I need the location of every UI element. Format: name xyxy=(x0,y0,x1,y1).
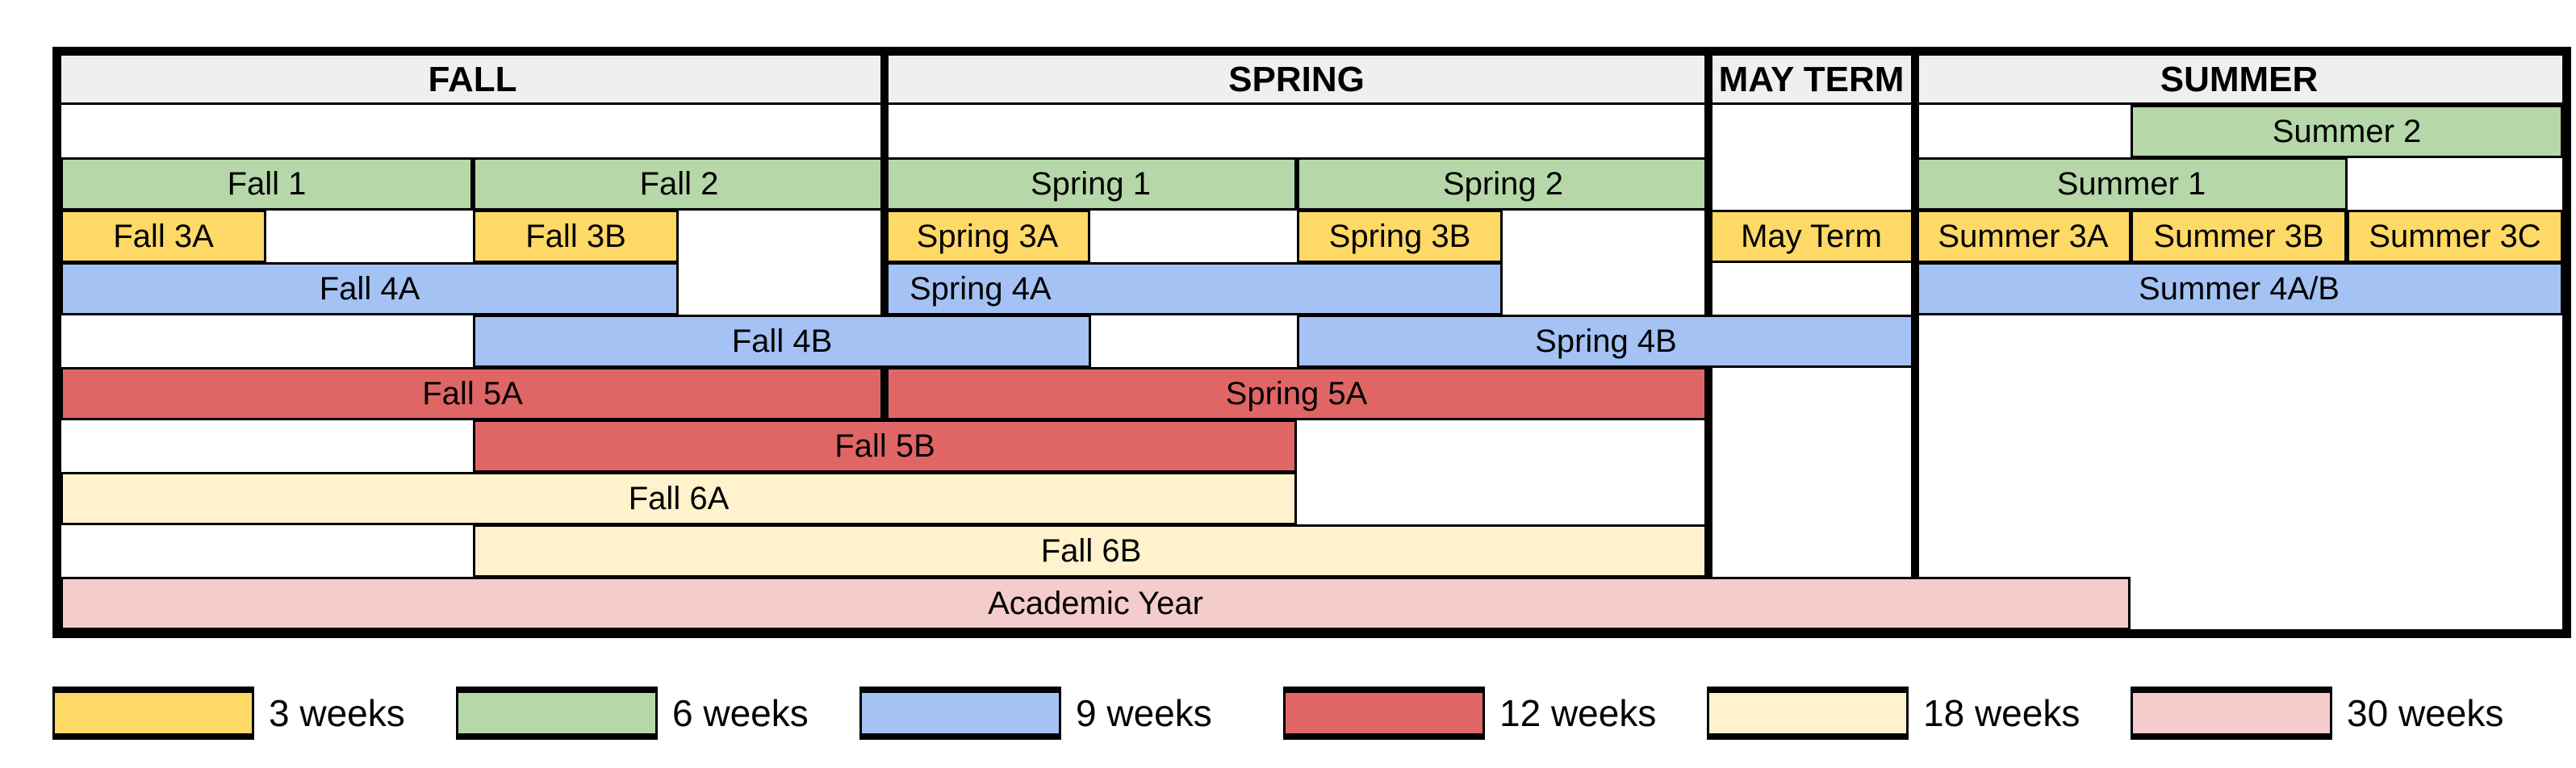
legend-swatch-pink xyxy=(2131,687,2332,740)
bar-fall-5b: Fall 5B xyxy=(473,419,1297,473)
bar-fall-3a: Fall 3A xyxy=(61,210,266,263)
bar-fall-4a: Fall 4A xyxy=(61,262,679,315)
bar-summer-4a-b: Summer 4A/B xyxy=(1915,262,2563,315)
bar-summer-1: Summer 1 xyxy=(1915,157,2348,211)
column-separator-week-27-seg0 xyxy=(1911,55,1919,577)
bar-spring-3b: Spring 3B xyxy=(1297,210,1503,263)
column-separator-week-24-seg1 xyxy=(1704,367,1712,577)
header-summer: SUMMER xyxy=(1915,55,2563,105)
bar-summer-3c: Summer 3C xyxy=(2347,210,2563,263)
bar-spring-4b: Spring 4B xyxy=(1297,315,1915,368)
legend-swatch-cream xyxy=(1707,687,1909,740)
bar-summer-3a: Summer 3A xyxy=(1915,210,2131,263)
bar-spring-2: Spring 2 xyxy=(1297,157,1709,211)
legend-swatch-red xyxy=(1283,687,1485,740)
legend-item-18-weeks xyxy=(1707,687,2080,740)
bar-academic-year: Academic Year xyxy=(61,577,2131,630)
bar-fall-5a: Fall 5A xyxy=(61,367,884,420)
bar-fall-4b: Fall 4B xyxy=(473,315,1091,368)
header-fall: FALL xyxy=(61,55,884,105)
bar-spring-5a: Spring 5A xyxy=(884,367,1708,420)
column-separator-week-24-seg0 xyxy=(1704,55,1712,315)
legend-label-30-weeks: 30 weeks xyxy=(2347,692,2504,734)
legend-swatch-green xyxy=(456,687,658,740)
bar-fall-2: Fall 2 xyxy=(473,157,885,211)
bar-spring-3a: Spring 3A xyxy=(884,210,1090,263)
bar-spring-4a: Spring 4A xyxy=(884,262,1503,315)
legend-label-9-weeks: 9 weeks xyxy=(1076,692,1212,734)
legend-swatch-yellow xyxy=(52,687,254,740)
bar-summer-2: Summer 2 xyxy=(2131,105,2563,158)
bar-summer-3b: Summer 3B xyxy=(2131,210,2347,263)
header-may-term: MAY TERM xyxy=(1708,55,1914,105)
legend-item-30-weeks xyxy=(2131,687,2503,740)
column-separator-week-12-seg0 xyxy=(880,55,889,315)
legend-label-6-weeks: 6 weeks xyxy=(672,692,809,734)
header-spring: SPRING xyxy=(884,55,1708,105)
legend-item-6-weeks xyxy=(456,687,809,740)
legend-label-3-weeks: 3 weeks xyxy=(269,692,405,734)
legend-item-3-weeks xyxy=(52,687,405,740)
bar-fall-1: Fall 1 xyxy=(61,157,473,211)
bar-fall-3b: Fall 3B xyxy=(473,210,679,263)
bar-may-term: May Term xyxy=(1708,210,1914,263)
header-bottom-border xyxy=(61,102,2563,105)
legend-label-18-weeks: 18 weeks xyxy=(1923,692,2080,734)
legend-label-12-weeks: 12 weeks xyxy=(1499,692,1657,734)
legend-item-12-weeks xyxy=(1283,687,1656,740)
bar-fall-6a: Fall 6A xyxy=(61,472,1297,525)
bar-fall-6b: Fall 6B xyxy=(473,524,1709,578)
legend-item-9-weeks xyxy=(859,687,1212,740)
bar-spring-1: Spring 1 xyxy=(884,157,1297,211)
column-separator-week-12-seg1 xyxy=(880,367,889,419)
legend-swatch-blue xyxy=(859,687,1061,740)
